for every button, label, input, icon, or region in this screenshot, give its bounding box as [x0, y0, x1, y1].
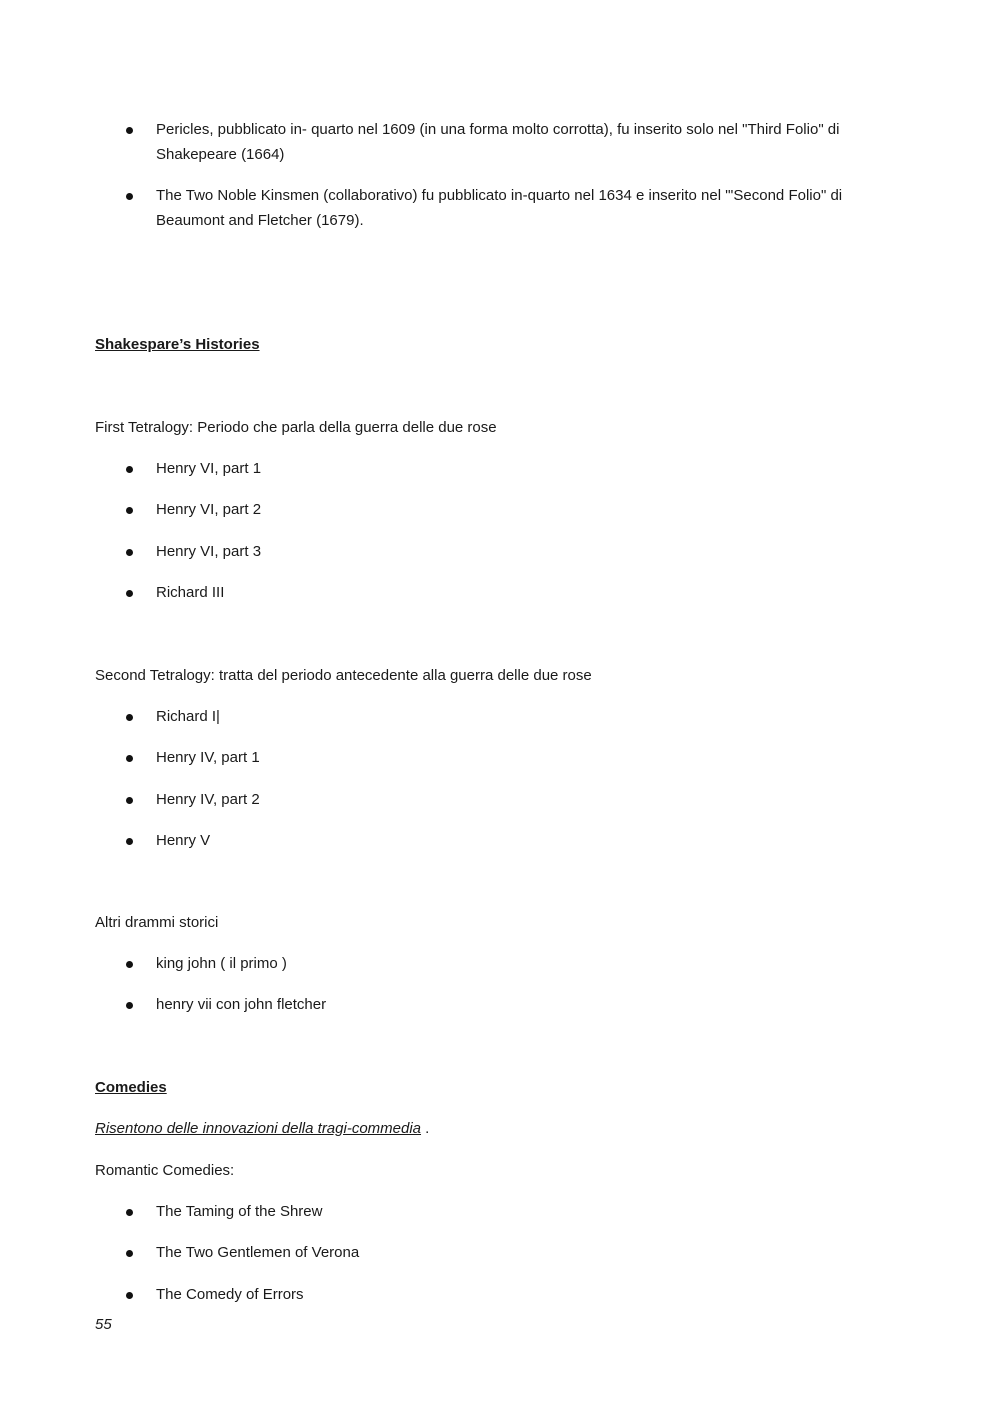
second-tetralogy-label: Second Tetralogy: tratta del periodo antecedente alla guerra delle due rose: [95, 667, 592, 684]
bullet-icon: [126, 549, 133, 556]
list-item-text: Richard III: [156, 584, 225, 601]
list-item: [126, 539, 886, 564]
page-number: 55: [95, 1316, 112, 1333]
list-item: [126, 117, 886, 167]
list-item: [126, 456, 886, 481]
list-item-text: The Comedy of Errors: [156, 1286, 304, 1303]
list-item-text: The Two Gentlemen of Verona: [156, 1244, 360, 1261]
list-item: [126, 580, 886, 605]
list-item-text: Henry VI, part 2: [156, 501, 262, 518]
bullet-icon: [126, 714, 133, 721]
bullet-icon: [126, 590, 133, 597]
romantic-comedies-label: Romantic Comedies:: [95, 1162, 235, 1179]
section-heading-histories: Shakespare’s Histories: [95, 336, 260, 353]
comedies-subtitle: [95, 1116, 885, 1141]
bullet-icon: [126, 797, 133, 804]
list-item-text: Henry IV, part 2: [156, 791, 260, 808]
bullet-icon: [126, 1002, 133, 1009]
other-histories-label: Altri drammi storici: [95, 914, 219, 931]
bullet-icon: [126, 961, 133, 968]
list-item: [126, 704, 886, 729]
bullet-icon: [126, 1292, 133, 1299]
list-item-text: Henry V: [156, 832, 211, 849]
list-item: [126, 1199, 886, 1224]
list-item-text: king john ( il primo ): [156, 955, 287, 972]
comedies-subtitle-suffix: .: [421, 1120, 430, 1137]
bullet-icon: [126, 838, 133, 845]
bullet-icon: [126, 466, 133, 473]
list-item-text: The Two Noble Kinsmen (collaborativo) fu pubblicato in-quarto nel 1634 e inserito nel "'Second Folio" di Beaumont and Fletcher (1679).: [156, 187, 843, 229]
list-item: [126, 951, 886, 976]
list-item-text: Henry IV, part 1: [156, 749, 260, 766]
list-item: [126, 1240, 886, 1265]
list-item-text: Henry VI, part 1: [156, 460, 262, 477]
bullet-icon: [126, 127, 133, 134]
comedies-subtitle-text: Risentono delle innovazioni della tragi-commedia: [95, 1120, 422, 1137]
list-item: [126, 992, 886, 1017]
bullet-icon: [126, 1209, 133, 1216]
list-item: [126, 745, 886, 770]
list-item: [126, 828, 886, 853]
bullet-icon: [126, 755, 133, 762]
list-item: [126, 787, 886, 812]
list-item: [126, 497, 886, 522]
section-heading-comedies: Comedies: [95, 1079, 167, 1096]
list-item-text: Pericles, pubblicato in- quarto nel 1609 (in una forma molto corrotta), fu inserito solo nel "Third Folio" di Shakepeare (1664): [156, 121, 840, 163]
list-item: [126, 183, 886, 233]
first-tetralogy-label: First Tetralogy: Periodo che parla della guerra delle due rose: [95, 419, 497, 436]
bullet-icon: [126, 507, 133, 514]
bullet-icon: [126, 1250, 133, 1257]
list-item-text: henry vii con john fletcher: [156, 996, 327, 1013]
list-item-text: Richard I|: [156, 708, 220, 725]
bullet-icon: [126, 193, 133, 200]
list-item-text: Henry VI, part 3: [156, 543, 262, 560]
list-item: [126, 1282, 886, 1307]
list-item-text: The Taming of the Shrew: [156, 1203, 323, 1220]
